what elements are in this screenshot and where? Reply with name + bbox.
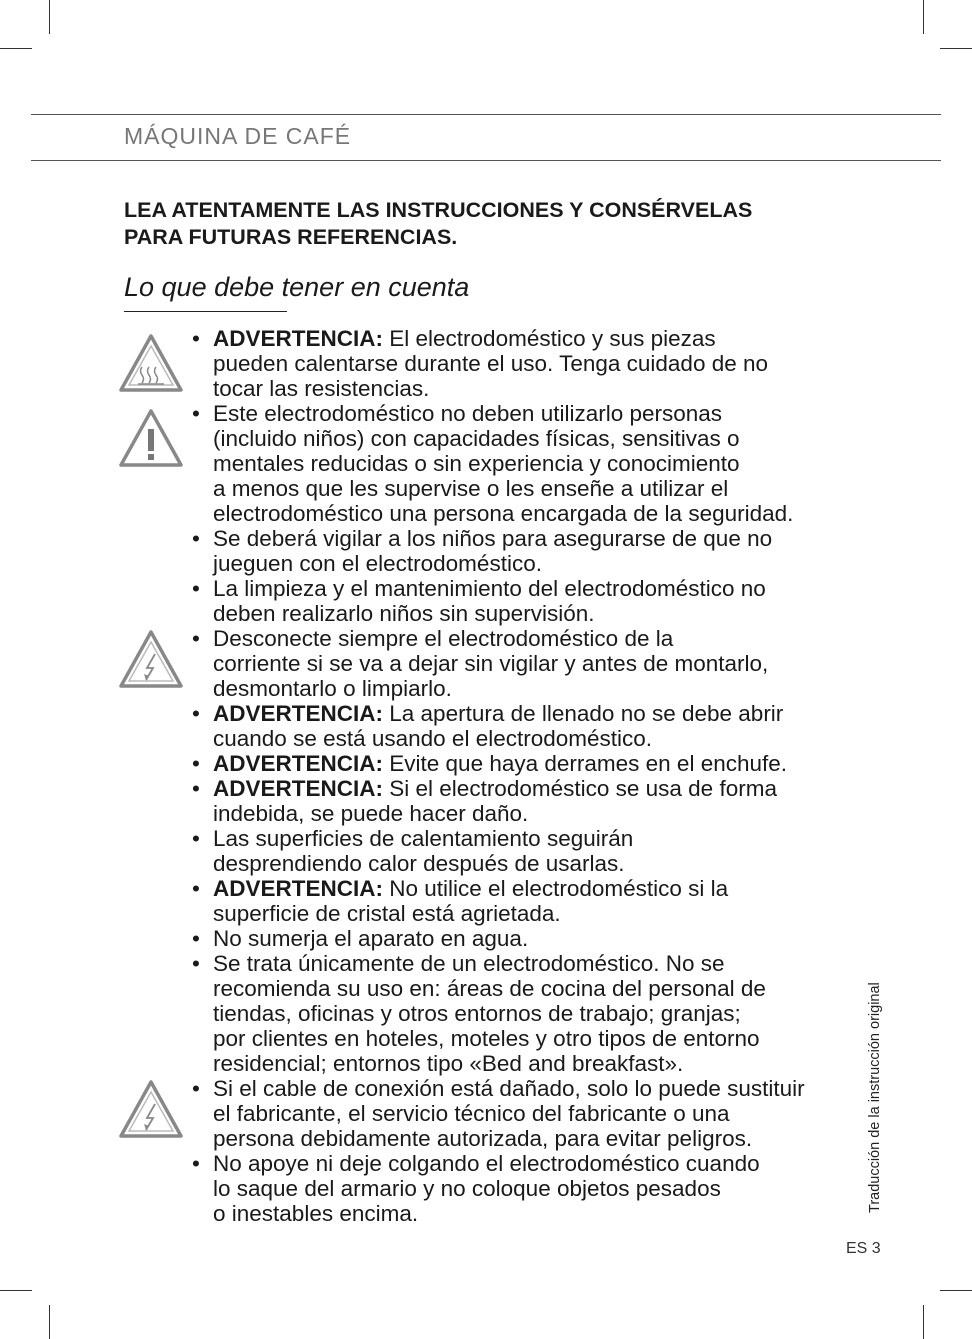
item-line: persona debidamente autorizada, para evitar peligros. <box>213 1126 753 1151</box>
item-line: No sumerja el aparato en agua. <box>213 926 529 951</box>
item-line: Evite que haya derrames en el enchufe. <box>383 751 788 776</box>
section-title: Lo que debe tener en cuenta <box>124 272 470 302</box>
crop-mark <box>49 0 50 34</box>
list-item <box>190 401 850 526</box>
item-line: Si el electrodoméstico se usa de forma <box>383 776 777 801</box>
list-item <box>190 951 850 1076</box>
item-line: deben realizarlo niños sin supervisión. <box>213 601 595 626</box>
warning-label: ADVERTENCIA: <box>213 326 384 351</box>
hot-surface-warning-icon-graphic <box>118 333 184 393</box>
warning-label: ADVERTENCIA: <box>213 776 384 801</box>
item-line: cuando se está usando el electrodoméstico. <box>213 726 653 751</box>
item-line: La apertura de llenado no se debe abrir <box>383 701 784 726</box>
list-item <box>190 1151 850 1226</box>
crop-mark <box>940 1290 972 1291</box>
header-bottom-rule <box>31 160 941 161</box>
item-line: Desconecte siempre el electrodoméstico de la <box>213 626 674 651</box>
crop-mark <box>0 48 32 49</box>
warning-label: ADVERTENCIA: <box>213 751 384 776</box>
item-line: Si el cable de conexión está dañado, solo lo puede sustituir <box>213 1076 805 1101</box>
item-line: mentales reducidas o sin experiencia y conocimiento <box>213 451 740 476</box>
item-line: Las superficies de calentamiento seguirán <box>213 826 634 851</box>
list-item <box>190 626 850 701</box>
intro-heading <box>124 197 864 251</box>
list-item <box>190 826 850 876</box>
item-line: por clientes en hoteles, moteles y otro tipos de entorno <box>213 1026 760 1051</box>
electric-shock-warning-icon <box>118 1079 184 1139</box>
header-top-rule <box>31 114 941 115</box>
item-line: Se deberá vigilar a los niños para asegurarse de que no <box>213 526 773 551</box>
item-line: No apoye ni deje colgando el electrodoméstico cuando <box>213 1151 760 1176</box>
item-line: jueguen con el electrodoméstico. <box>213 551 542 576</box>
item-line: a menos que les supervise o les enseñe a utilizar el <box>213 476 729 501</box>
hot-surface-warning-icon <box>118 333 184 393</box>
item-line: residencial; entornos tipo «Bed and breakfast». <box>213 1051 684 1076</box>
item-line: (incluido niños) con capacidades físicas, sensitivas o <box>213 426 740 451</box>
item-line: o inestables encima. <box>213 1201 419 1226</box>
crop-mark <box>923 1305 924 1339</box>
item-line: corriente si se va a dejar sin vigilar y antes de montarlo, <box>213 651 769 676</box>
list-item <box>190 1076 850 1151</box>
electric-shock-warning-icon-graphic <box>118 1079 184 1139</box>
item-line: Se trata únicamente de un electrodoméstico. No se <box>213 951 725 976</box>
item-line: tiendas, oficinas y otros entornos de trabajo; granjas; <box>213 1001 741 1026</box>
electric-shock-warning-icon <box>118 629 184 689</box>
crop-mark <box>923 0 924 34</box>
list-item <box>190 701 850 751</box>
item-line: recomienda su uso en: áreas de cocina del personal de <box>213 976 766 1001</box>
list-item <box>190 576 850 626</box>
item-line: El electrodoméstico y sus piezas <box>383 326 716 351</box>
crop-mark <box>0 1290 32 1291</box>
electric-shock-warning-icon-graphic <box>118 629 184 689</box>
intro-line: PARA FUTURAS REFERENCIAS. <box>124 225 458 249</box>
item-line: desmontarlo o limpiarlo. <box>213 676 452 701</box>
list-item <box>190 326 850 401</box>
item-line: No utilice el electrodoméstico si la <box>383 876 729 901</box>
exclamation-warning-icon <box>118 408 184 468</box>
crop-mark <box>940 48 972 49</box>
intro-line: LEA ATENTAMENTE LAS INSTRUCCIONES Y CONSÉRVELAS <box>124 198 753 222</box>
section-underline <box>124 311 287 312</box>
item-line: pueden calentarse durante el uso. Tenga cuidado de no <box>213 351 769 376</box>
warning-label: ADVERTENCIA: <box>213 701 384 726</box>
translation-note: Traducción de la instrucción original <box>867 982 883 1213</box>
item-line: superficie de cristal está agrietada. <box>213 901 561 926</box>
item-line: electrodoméstico una persona encargada de la seguridad. <box>213 501 794 526</box>
item-line: el fabricante, el servicio técnico del fabricante o una <box>213 1101 730 1126</box>
item-line: La limpieza y el mantenimiento del electrodoméstico no <box>213 576 766 601</box>
header-title: MÁQUINA DE CAFÉ <box>124 123 352 149</box>
page-number: ES 3 <box>846 1240 881 1257</box>
item-line: desprendiendo calor después de usarlas. <box>213 851 625 876</box>
item-line: lo saque del armario y no coloque objetos pesados <box>213 1176 721 1201</box>
list-item <box>190 876 850 926</box>
item-line: indebida, se puede hacer daño. <box>213 801 529 826</box>
item-line: tocar las resistencias. <box>213 376 430 401</box>
warning-label: ADVERTENCIA: <box>213 876 384 901</box>
list-item <box>190 526 850 576</box>
list-item <box>190 751 850 776</box>
list-item <box>190 776 850 826</box>
safety-instructions-list <box>190 326 850 1226</box>
list-item <box>190 926 850 951</box>
exclamation-warning-icon-graphic <box>118 408 184 468</box>
item-line: Este electrodoméstico no deben utilizarlo personas <box>213 401 723 426</box>
crop-mark <box>49 1305 50 1339</box>
